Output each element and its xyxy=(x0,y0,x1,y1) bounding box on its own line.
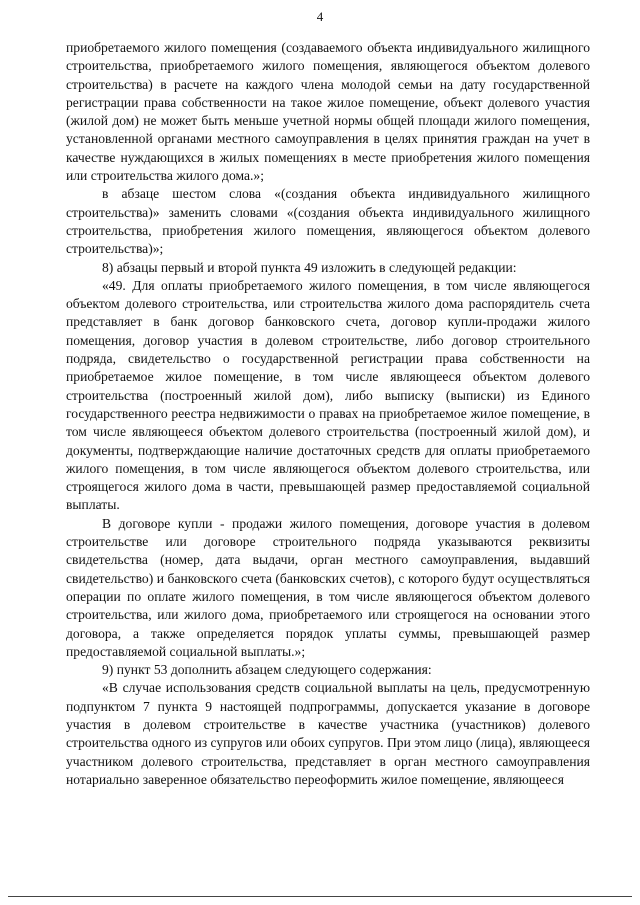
paragraph-3: 8) абзацы первый и второй пункта 49 изложить в следующей редакции: xyxy=(102,259,517,275)
paragraph-1: приобретаемого жилого помещения (создаваемого объекта индивидуального жилищного строительства, приобретаемого жилого помещения, являющегося объектом долевого строительства) в расчете на каждого члена молодой семьи на дату государственной регистрации права собственности на такое жилое помещение, объект долевого участия (жилой дом) не может быть меньше учетной нормы общей площади жилого помещения, установленной органами местного самоуправления в целях принятия граждан на учет в качестве нуждающихся в жилых помещениях в месте приобретения жилого помещения или строительства жилого дома.»; xyxy=(66,40,590,184)
paragraph-7: «В случае использования средств социальной выплаты на цель, предусмотренную подпунктом 7 пункта 9 настоящей подпрограммы, допускается указание в договоре участия в долевом строительстве в качестве участника (участников) долевого строительства одного из супругов или обоих супругов. При этом лицо (лица), являющееся участником долевого строительства, представляет в орган местного самоуправления нотариально заверенное обязательство переоформить жилое помещение, являющееся xyxy=(66,680,590,787)
paragraph-5: В договоре купли - продажи жилого помещения, договоре участия в долевом строительстве или договоре строительного подряда указываются реквизиты свидетельства (номер, дата выдачи, орган местного самоуправления, выдавший свидетельство) и банковского счета (банковских счетов), с которого будут осуществляться операции по оплате жилого помещения, в том числе являющегося объектом долевого строительства, или жилого дома, приобретаемого или строящегося на основании этого договора, а также определяется порядок уплаты суммы, превышающей размер предоставляемой социальной выплаты.»; xyxy=(66,515,590,659)
paragraph-6: 9) пункт 53 дополнить абзацем следующего содержания: xyxy=(102,662,432,678)
paragraph-4: «49. Для оплаты приобретаемого жилого помещения, в том числе являющегося объектом долевого строительства, или строительства жилого дома распорядитель счета представляет в банк договор банковского счета, договор купли-продажи жилого помещения, договор участия в долевом строительстве, либо договор строительного подряда, свидетельство о государственной регистрации права собственности на приобретаемое жилое помещение, в том числе являющееся объектом долевого строительства (построенный жилой дом), либо выписку (выписки) из Единого государственного реестра недвижимости о правах на приобретаемое жилое помещение, в том числе являющееся объектом долевого строительства (построенный жилой дом), и документы, подтверждающие наличие достаточных средств для оплаты приобретаемого жилого помещения, в том числе являющегося объектом долевого строительства, или строящегося жилого дома в части, превышающей размер предоставляемой социальной выплаты. xyxy=(66,277,590,513)
page-number: 4 xyxy=(316,9,324,24)
document-body xyxy=(66,39,590,789)
footer-divider xyxy=(8,896,632,897)
paragraph-2: в абзаце шестом слова «(создания объекта индивидуального жилищного строительства)» заменить словами «(создания объекта индивидуального жилищного строительства, приобретения жилого помещения, являющегося объектом долевого строительства)»; xyxy=(66,186,590,257)
